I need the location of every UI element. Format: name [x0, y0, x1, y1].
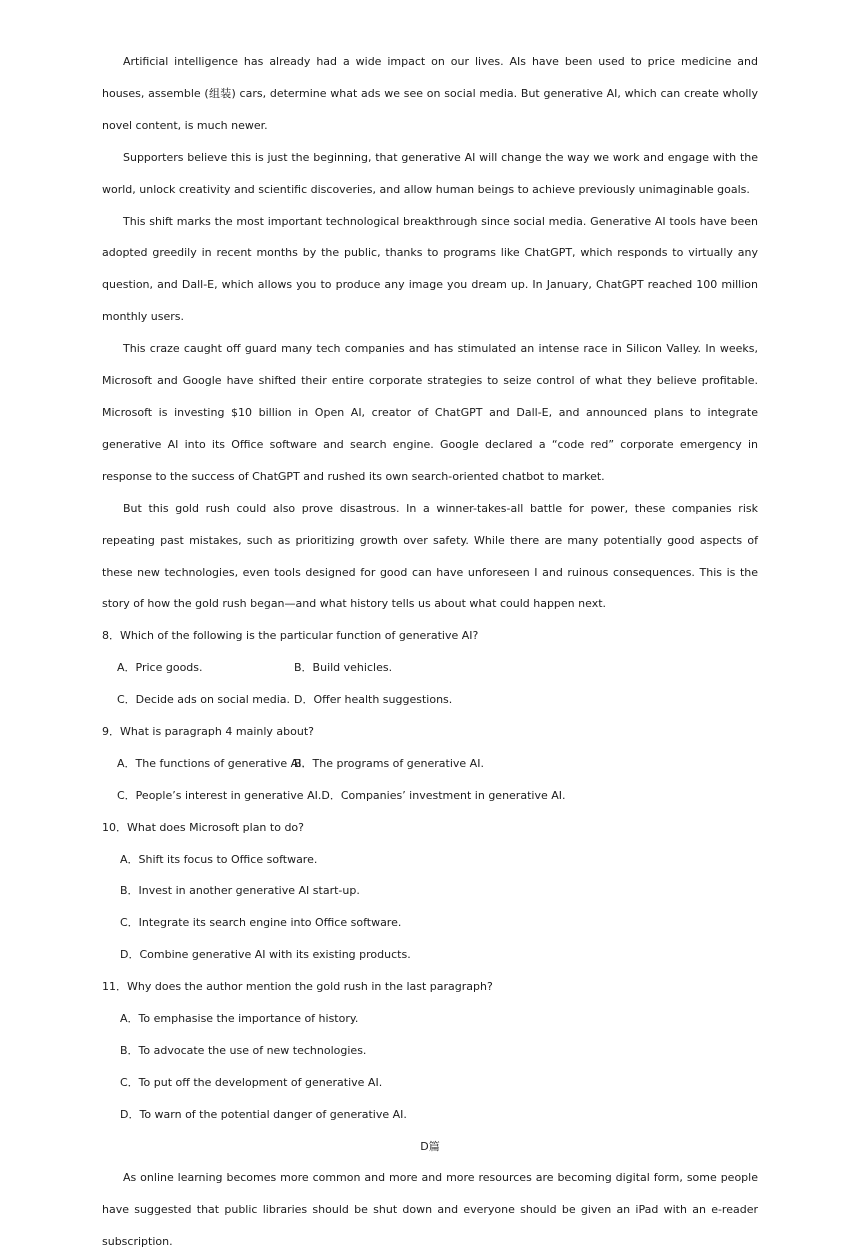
section-d-title: D篇	[420, 1139, 440, 1153]
question-10-option-a: A．Shift its focus to Office software.	[120, 852, 318, 866]
question-9-option-b: B．The programs of generative AI.	[294, 756, 484, 770]
question-8-option-a: A．Price goods.	[117, 661, 203, 675]
passage-paragraph-4: This craze caught off guard many tech companies and has stimulated an intense race in Silicon Valley. In weeks, Microsoft and Google have shifted their entire corporate strategies to seize control of what they believe profitable. Microsoft is investing $10 billion in Open AI, creator of ChatGPT and Dall-E, and announced plans to integrate generative AI into its Office software and search engine. Google declared a “code red” corporate emergency in response to the success of ChatGPT and rushed its own search-oriented chatbot to market.	[102, 342, 758, 483]
question-10-stem: 10．What does Microsoft plan to do?	[102, 820, 304, 834]
question-8-options-row-1	[102, 652, 758, 684]
question-11-option-c: C．To put off the development of generative AI.	[120, 1075, 383, 1089]
question-11-option-a: A．To emphasise the importance of history.	[120, 1012, 359, 1025]
passage-paragraph-3: This shift marks the most important technological breakthrough since social media. Generative AI tools have been adopted greedily in recent months by the public, thanks to programs like ChatGPT, which responds to virtually any question, and Dall-E, which allows you to produce any image you dream up. In January, ChatGPT reached 100 million monthly users.	[102, 214, 758, 324]
question-8-stem: 8．Which of the following is the particular function of generative AI?	[102, 629, 479, 643]
question-11-option-b: B．To advocate the use of new technologies.	[120, 1043, 367, 1057]
passage-paragraph-5: But this gold rush could also prove disastrous. In a winner-takes-all battle for power, these companies risk repeating past mistakes, such as prioritizing growth over safety. While there are many potentially good aspects of these new technologies, even tools designed for good can have unforeseen I and ruinous consequences. This is the story of how the gold rush began—and what history tells us about what could happen next.	[102, 501, 758, 611]
passage-paragraph-1: Artificial intelligence has already had a wide impact on our lives. AIs have been used to price medicine and houses, assemble (组装) cars, determine what ads we see on social media. But generative AI, which can create wholly novel content, is much newer.	[102, 55, 758, 132]
question-10-option-b: B．Invest in another generative AI start-up.	[120, 884, 360, 898]
passage-paragraph-2: Supporters believe this is just the beginning, that generative AI will change the way we work and engage with the world, unlock creativity and scientific discoveries, and allow human beings to achieve previously unimaginable goals.	[102, 150, 758, 196]
question-8-option-d: D．Offer health suggestions.	[294, 693, 453, 707]
question-11-option-d: D．To warn of the potential danger of generative AI.	[120, 1107, 407, 1121]
document-page	[102, 0, 758, 1258]
question-8-option-b: B．Build vehicles.	[294, 661, 393, 675]
question-11-stem: 11．Why does the author mention the gold rush in the last paragraph?	[102, 980, 493, 994]
section-d-intro-paragraph: As online learning becomes more common and more and more resources are becoming digital form, some people have suggested that public libraries should be shut down and everyone should be given an iPad with an e-reader subscription.	[102, 1171, 758, 1249]
question-8-option-c: C．Decide ads on social media.	[117, 693, 291, 707]
question-10-option-d: D．Combine generative AI with its existing products.	[120, 948, 411, 962]
question-9-option-a: A．The functions of generative AI.	[117, 756, 305, 770]
question-8-options-row-2	[102, 684, 758, 716]
question-9-option-c: C．People’s interest in generative AI.	[117, 788, 322, 802]
question-9-stem: 9．What is paragraph 4 mainly about?	[102, 724, 314, 738]
question-9-options-row-2	[102, 780, 758, 812]
question-9-option-d: D．Companies’ investment in generative AI.	[321, 788, 566, 802]
question-9-options-row-1	[102, 748, 758, 780]
question-10-option-c: C．Integrate its search engine into Office software.	[120, 916, 402, 930]
